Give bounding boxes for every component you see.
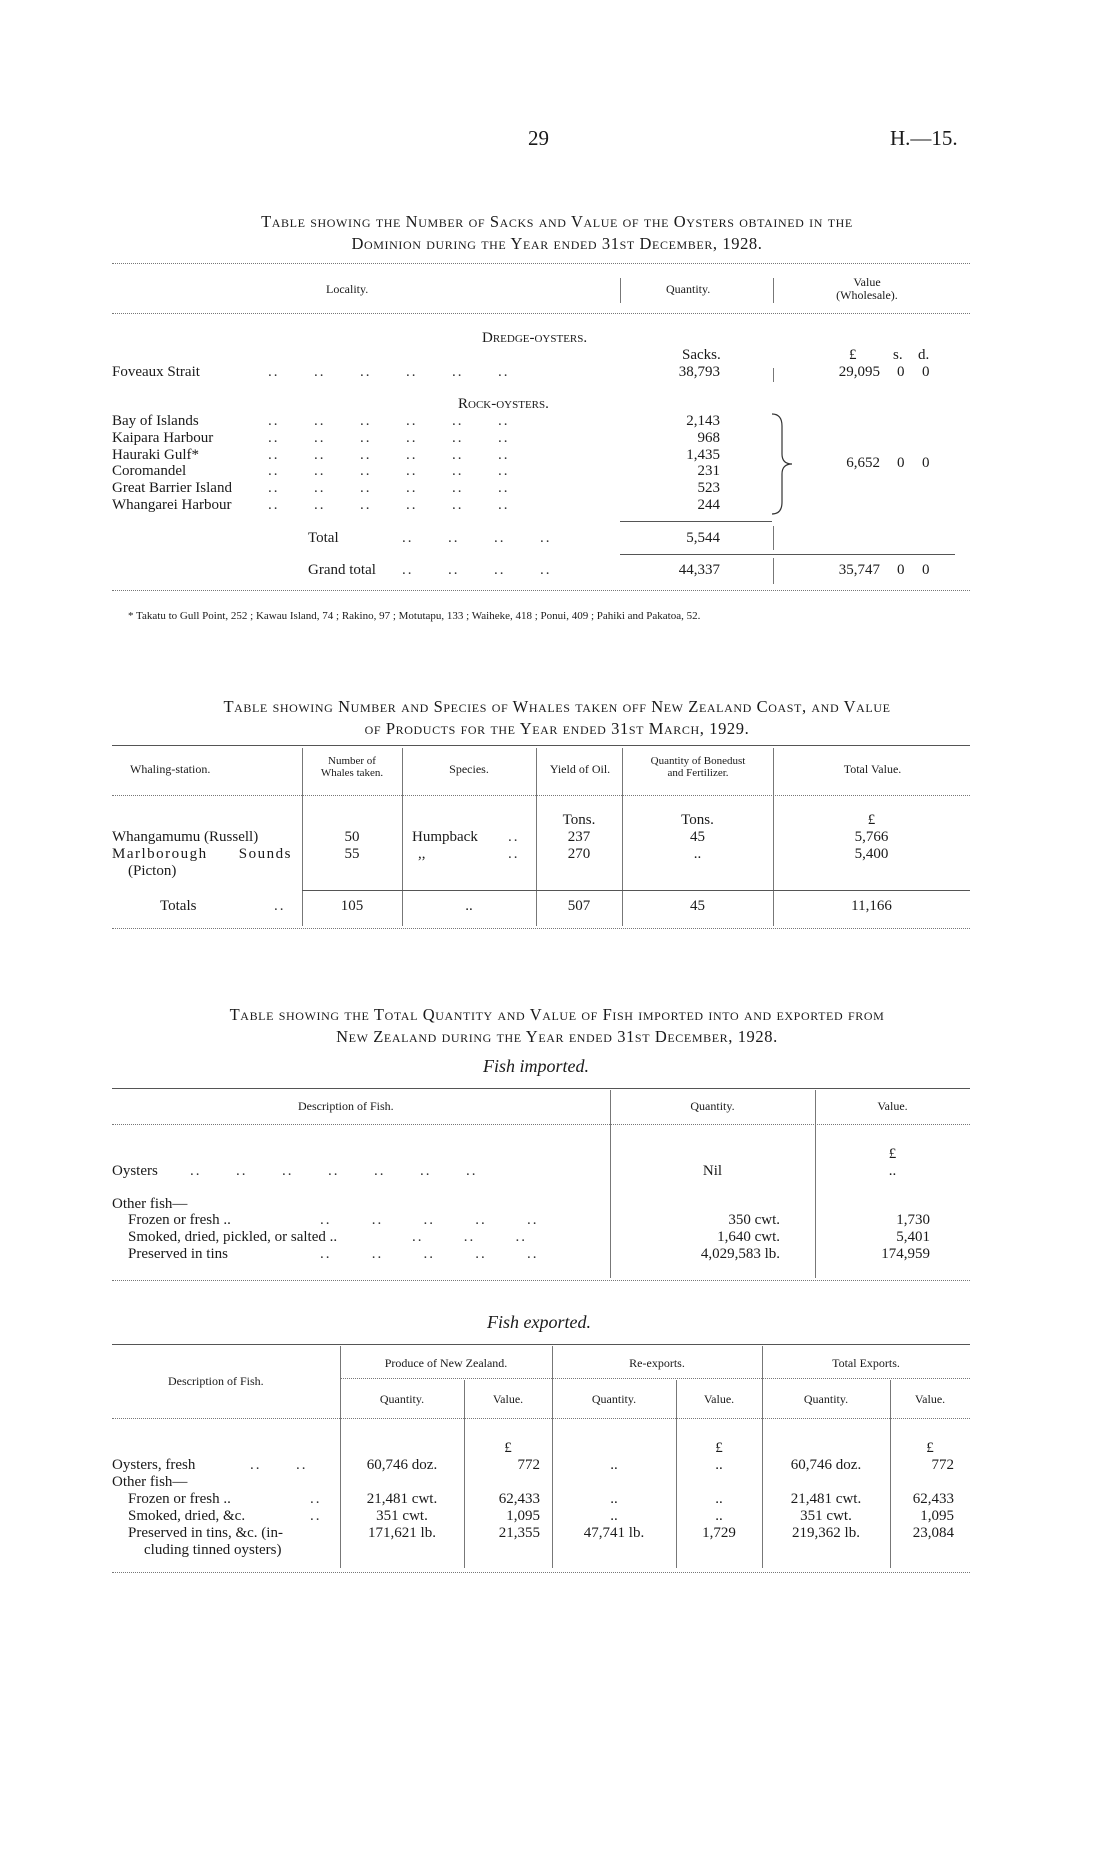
exported-row-total-value: 23,084	[912, 1525, 954, 1541]
leader-dots: .. ..	[250, 1457, 308, 1473]
oysters-grand-total-shillings: 0	[897, 562, 905, 578]
oysters-header-rule	[112, 313, 970, 314]
leader-dots: ..	[508, 829, 520, 845]
whales-col-bonedust: Quantity of Bonedust	[650, 755, 746, 767]
oysters-col-divider	[773, 368, 774, 382]
exported-row-total-quantity: 351 cwt.	[800, 1508, 852, 1524]
whales-col-station: Whaling-station.	[130, 762, 211, 776]
oysters-col-divider	[773, 526, 774, 550]
oysters-row-quantity: 523	[697, 480, 720, 496]
leader-dots: ..	[508, 846, 520, 862]
oysters-row-value-shillings: 0	[897, 364, 905, 380]
imported-row-description: Smoked, dried, pickled, or salted ..	[128, 1229, 338, 1245]
imported-row-description: Preserved in tins	[128, 1246, 228, 1262]
leader-dots: .. .. .. .. .. .. ..	[190, 1163, 478, 1179]
whales-header-rule	[112, 795, 970, 796]
whales-row-station-continued: (Picton)	[128, 863, 177, 879]
exported-row-nz-value: 1,095	[506, 1508, 540, 1524]
whales-totals-oil: 507	[567, 898, 591, 914]
imported-col-value: Value.	[877, 1099, 908, 1113]
exported-row-nz-quantity: 351 cwt.	[376, 1508, 428, 1524]
unit-pounds: £	[888, 1146, 897, 1162]
oysters-grand-total-label: Grand total	[308, 562, 376, 578]
leader-dots: .. .. .. ..	[402, 562, 552, 578]
whales-row-bonedust: 45	[690, 829, 705, 845]
oysters-col-value: Value (Wholesale).	[836, 275, 898, 302]
exported-other-fish-label: Other fish—	[112, 1474, 188, 1490]
whales-totals-bonedust: 45	[690, 898, 705, 914]
oysters-table-title-line2: Dominion during the Year ended 31st December, 1928.	[351, 234, 763, 253]
unit-pounds: £	[715, 1440, 723, 1456]
whales-row-oil: 270	[567, 846, 591, 862]
exported-row-total-quantity: 60,746 doz.	[790, 1457, 862, 1473]
whales-col-number: Number of	[328, 755, 376, 767]
exported-row-nz-quantity: 21,481 cwt.	[366, 1491, 438, 1507]
whales-row-species: ,,	[418, 846, 426, 862]
leader-dots: .. .. .. .. .. ..	[268, 364, 510, 380]
whales-row-value: 5,400	[854, 846, 889, 862]
exported-header-rule	[112, 1418, 970, 1419]
whales-row-species: Humpback	[412, 829, 478, 845]
exported-sub-value: Value.	[492, 1392, 524, 1406]
whales-totals-number: 105	[340, 898, 364, 914]
whales-totals-rule	[302, 890, 970, 891]
fish-imported-heading: Fish imported.	[483, 1056, 589, 1076]
oysters-section-dredge: Dredge-oysters.	[482, 330, 588, 346]
exported-bottom-rule	[112, 1572, 970, 1573]
exported-sub-quantity: Quantity.	[803, 1392, 849, 1406]
imported-row-description: Frozen or fresh ..	[128, 1212, 231, 1228]
exported-row-total-quantity: 21,481 cwt.	[790, 1491, 862, 1507]
oysters-table-title-line1: Table showing the Number of Sacks and Value of the Oysters obtained in the	[261, 212, 853, 231]
exported-col-produce: Produce of New Zealand.	[384, 1356, 508, 1370]
oysters-top-rule	[112, 263, 970, 264]
oysters-rock-value-pounds: 6,652	[846, 455, 880, 471]
whales-col-bonedust: and Fertilizer.	[667, 767, 729, 779]
oysters-total-label: Total	[308, 530, 339, 546]
oysters-row-locality: Bay of Islands	[112, 413, 199, 429]
oysters-row-quantity: 1,435	[686, 447, 720, 463]
exported-col-reexports: Re-exports.	[629, 1356, 685, 1370]
whales-table-title-line1: Table showing Number and Species of Whales taken off New Zealand Coast, and Value	[223, 697, 891, 716]
exported-row-total-value: 62,433	[912, 1491, 954, 1507]
oysters-row-locality: Foveaux Strait	[112, 364, 200, 380]
whales-row-number: 50	[344, 829, 360, 845]
oysters-grand-total-rule	[620, 554, 955, 555]
oysters-grand-total-pounds: 35,747	[838, 562, 880, 578]
oysters-row-locality: Whangarei Harbour	[112, 497, 232, 513]
unit-pounds: £	[849, 347, 857, 363]
imported-row-value: 174,959	[881, 1246, 930, 1262]
exported-row-re-value: ..	[715, 1508, 723, 1524]
leader-dots: ..	[310, 1508, 322, 1524]
imported-row-description: Oysters	[112, 1163, 158, 1179]
document-reference: H.—15.	[890, 126, 958, 150]
exported-row-re-quantity: ..	[610, 1457, 618, 1473]
exported-row-description-continued: cluding tinned oysters)	[144, 1542, 282, 1558]
exported-sub-quantity: Quantity.	[379, 1392, 425, 1406]
imported-row-quantity: 1,640 cwt.	[717, 1229, 780, 1245]
whales-table-title-line2: of Products for the Year ended 31st March, 1929.	[364, 719, 750, 738]
exported-sub-value: Value.	[703, 1392, 735, 1406]
imported-row-quantity: 4,029,583 lb.	[700, 1246, 780, 1262]
unit-pounds: £	[867, 812, 876, 828]
oysters-rock-value-pence: 0	[922, 455, 930, 471]
leader-dots: ..	[310, 1491, 322, 1507]
whales-col-species: Species.	[449, 762, 489, 776]
oysters-rock-value-shillings: 0	[897, 455, 905, 471]
exported-subheader-rule	[340, 1378, 970, 1379]
oysters-row-quantity: 231	[697, 463, 720, 479]
exported-row-description: Frozen or fresh ..	[128, 1491, 231, 1507]
exported-row-re-value: 1,729	[702, 1525, 736, 1541]
oysters-col-divider	[620, 278, 621, 303]
imported-col-description: Description of Fish.	[298, 1099, 394, 1113]
imported-other-fish-label: Other fish—	[112, 1196, 188, 1212]
imported-row-value: 5,401	[896, 1229, 930, 1245]
exported-row-re-quantity: 47,741 lb.	[583, 1525, 645, 1541]
exported-row-description: Oysters, fresh	[112, 1457, 196, 1473]
unit-tons: Tons.	[681, 812, 714, 828]
whales-row-value: 5,766	[854, 829, 889, 845]
oysters-row-locality: Coromandel	[112, 463, 187, 479]
whales-totals-value: 11,166	[851, 898, 892, 914]
exported-row-re-value: ..	[715, 1457, 723, 1473]
oysters-row-value-pence: 0	[922, 364, 930, 380]
exported-sub-value: Value.	[914, 1392, 946, 1406]
right-brace-icon	[768, 412, 798, 516]
whales-col-total: Total Value.	[843, 762, 902, 776]
oysters-row-quantity: 244	[697, 497, 720, 513]
oysters-col-divider	[773, 278, 774, 303]
oysters-row-quantity: 968	[697, 430, 720, 446]
unit-tons: Tons.	[562, 812, 596, 828]
oysters-row-quantity: 2,143	[686, 413, 720, 429]
leader-dots: .. .. .. .. .. .. .. .. .. .. .. .. ..	[320, 1212, 539, 1262]
oysters-row-value-pounds: 29,095	[838, 364, 880, 380]
oysters-total-quantity: 5,544	[686, 530, 720, 546]
whales-row-number: 55	[344, 846, 360, 862]
imported-header-rule	[112, 1124, 970, 1125]
oysters-subtotal-rule	[620, 521, 772, 522]
exported-top-rule	[112, 1344, 970, 1345]
oysters-bottom-rule	[112, 590, 970, 591]
exported-row-re-quantity: ..	[610, 1491, 618, 1507]
whales-row-station: Whangamumu (Russell)	[112, 829, 259, 845]
oysters-row-locality: Great Barrier Island	[112, 480, 232, 496]
exported-row-nz-value: 21,355	[498, 1525, 540, 1541]
exported-row-nz-quantity: 60,746 doz.	[366, 1457, 438, 1473]
exported-row-description: Preserved in tins, &c. (in-	[128, 1525, 283, 1541]
imported-bottom-rule	[112, 1280, 970, 1281]
oysters-row-locality: Hauraki Gulf*	[112, 447, 200, 463]
oysters-col-divider	[773, 558, 774, 584]
leader-dots: .. .. .. ..	[402, 530, 552, 546]
imported-row-value: ..	[888, 1163, 897, 1179]
exported-sub-quantity: Quantity.	[591, 1392, 637, 1406]
unit-sacks: Sacks.	[682, 347, 721, 363]
exported-row-description: Smoked, dried, &c.	[128, 1508, 246, 1524]
whales-row-bonedust: ..	[693, 846, 702, 862]
exported-row-re-quantity: ..	[610, 1508, 618, 1524]
leader-dots: .. .. .. .. .. .. .. .. .. .. .. .. .. .. .. .. .. .. .. .. .. .. .. .. .. .. .. .. .. .. .. .. .. .. .. ..	[268, 413, 510, 513]
unit-pounds: £	[926, 1440, 934, 1456]
oysters-row-locality: Kaipara Harbour	[112, 430, 214, 446]
oysters-col-locality: Locality.	[326, 282, 369, 296]
imported-row-quantity: 350 cwt.	[728, 1212, 780, 1228]
whales-totals-species: ..	[465, 898, 473, 914]
oysters-col-quantity: Quantity.	[666, 282, 711, 296]
leader-dots: ..	[274, 898, 286, 914]
oysters-grand-total-quantity: 44,337	[678, 562, 720, 578]
oysters-section-rock: Rock-oysters.	[458, 396, 549, 412]
fish-exported-heading: Fish exported.	[487, 1312, 591, 1332]
exported-row-nz-value: 62,433	[498, 1491, 540, 1507]
exported-col-description: Description of Fish.	[168, 1374, 264, 1388]
unit-pence: d.	[918, 347, 930, 363]
imported-top-rule	[112, 1088, 970, 1089]
whales-bottom-rule	[112, 928, 970, 929]
fish-table-title-line1: Table showing the Total Quantity and Value of Fish imported into and exported from	[229, 1005, 885, 1024]
unit-pounds: £	[504, 1440, 512, 1456]
oysters-grand-total-pence: 0	[922, 562, 930, 578]
whales-row-station: Marlborough Sounds	[112, 846, 292, 862]
oysters-footnote: * Takatu to Gull Point, 252 ; Kawau Island, 74 ; Rakino, 97 ; Motutapu, 133 ; Waiheke, 418 ; Ponui, 409 ; Pahiki and Pakatoa, 52.	[128, 610, 701, 622]
exported-row-total-value: 1,095	[920, 1508, 954, 1524]
fish-table-title-line2: New Zealand during the Year ended 31st December, 1928.	[336, 1027, 778, 1046]
exported-row-re-value: ..	[715, 1491, 723, 1507]
exported-row-total-value: 772	[931, 1457, 954, 1473]
exported-col-total: Total Exports.	[832, 1356, 900, 1370]
whales-totals-label: Totals	[160, 898, 197, 914]
whales-col-yield: Yield of Oil.	[549, 762, 611, 776]
page-number: 29	[528, 126, 549, 150]
exported-row-total-quantity: 219,362 lb.	[792, 1525, 860, 1541]
exported-row-nz-quantity: 171,621 lb.	[368, 1525, 436, 1541]
whales-row-oil: 237	[567, 829, 591, 845]
oysters-row-quantity: 38,793	[678, 364, 720, 380]
whales-top-rule	[112, 745, 970, 746]
unit-shillings: s.	[893, 347, 903, 363]
exported-row-nz-value: 772	[517, 1457, 540, 1473]
whales-col-number: Whales taken.	[320, 767, 384, 779]
imported-row-quantity: Nil	[702, 1163, 723, 1179]
imported-col-quantity: Quantity.	[690, 1099, 735, 1113]
imported-row-value: 1,730	[896, 1212, 930, 1228]
